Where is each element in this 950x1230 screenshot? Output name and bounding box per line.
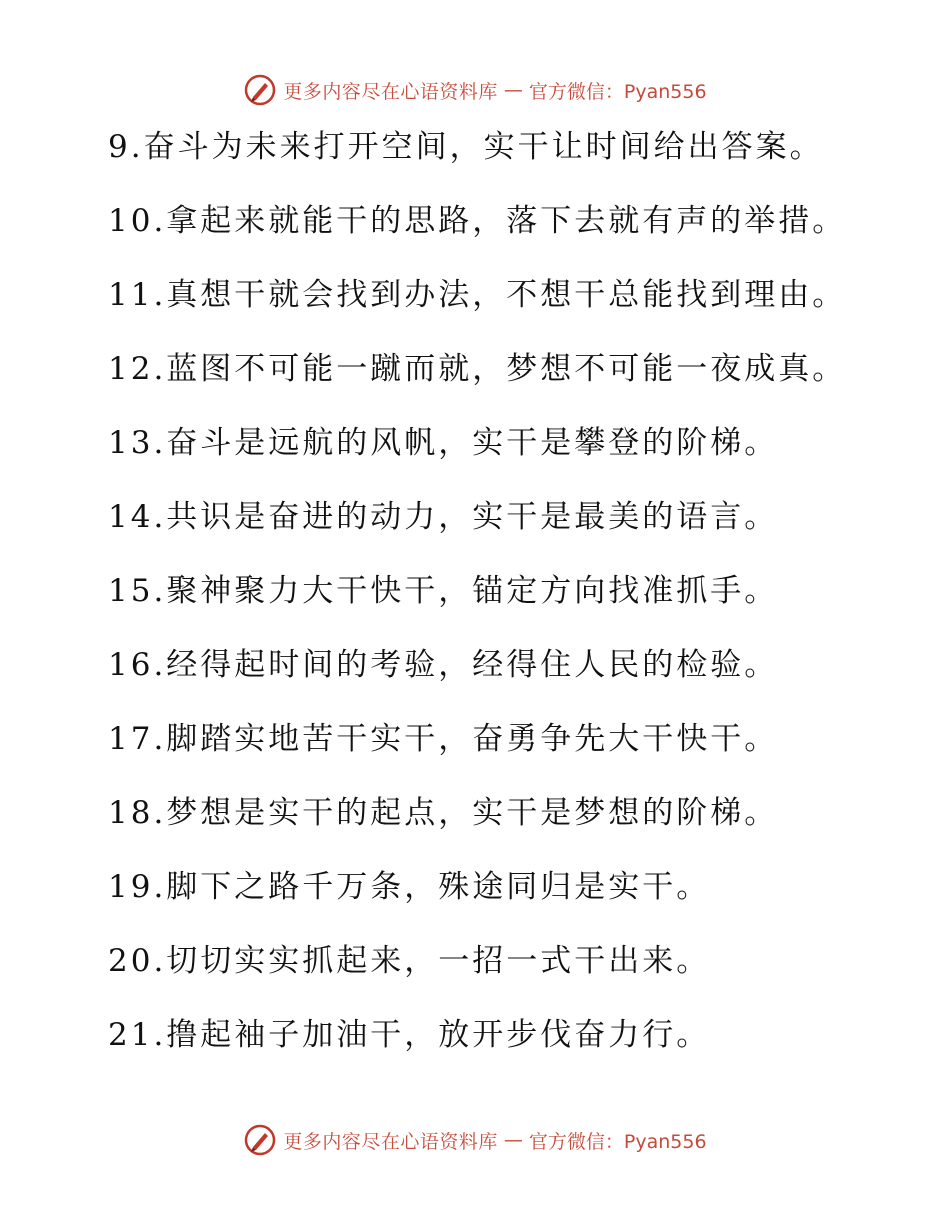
watermark-contact: 官方微信：Pyan556 — [528, 80, 707, 103]
watermark-text: 更多内容尽在心语资料库 — [283, 80, 498, 103]
quote-line: 17.脚踏实地苦干实干，奋勇争先大干快干。 — [108, 721, 779, 757]
quote-line: 15.聚神聚力大干快干，锚定方向找准抓手。 — [108, 573, 779, 609]
quote-line: 13.奋斗是远航的风帆，实干是攀登的阶梯。 — [108, 425, 779, 461]
pen-logo-icon — [243, 73, 277, 107]
watermark-dash: — — [503, 79, 523, 101]
pen-logo-icon — [243, 1123, 277, 1157]
watermark-text: 更多内容尽在心语资料库 — [283, 1130, 498, 1153]
footer-watermark — [0, 1120, 950, 1160]
header-watermark — [0, 70, 950, 110]
quote-line: 12.蓝图不可能一蹴而就，梦想不可能一夜成真。 — [108, 351, 847, 387]
quote-line: 19.脚下之路千万条，殊途同归是实干。 — [108, 869, 711, 905]
quote-line: 14.共识是奋进的动力，实干是最美的语言。 — [108, 499, 779, 535]
quote-line: 11.真想干就会找到办法，不想干总能找到理由。 — [108, 277, 847, 313]
quote-line: 20.切切实实抓起来，一招一式干出来。 — [108, 943, 711, 979]
quote-line: 18.梦想是实干的起点，实干是梦想的阶梯。 — [108, 795, 779, 831]
quote-list — [108, 123, 908, 1085]
quote-line: 9.奋斗为未来打开空间，实干让时间给出答案。 — [108, 129, 824, 165]
watermark-contact: 官方微信：Pyan556 — [528, 1130, 707, 1153]
watermark-dash: — — [503, 1129, 523, 1151]
quote-line: 21.撸起袖子加油干，放开步伐奋力行。 — [108, 1017, 711, 1053]
quote-line: 16.经得起时间的考验，经得住人民的检验。 — [108, 647, 779, 683]
quote-line: 10.拿起来就能干的思路，落下去就有声的举措。 — [108, 203, 847, 239]
